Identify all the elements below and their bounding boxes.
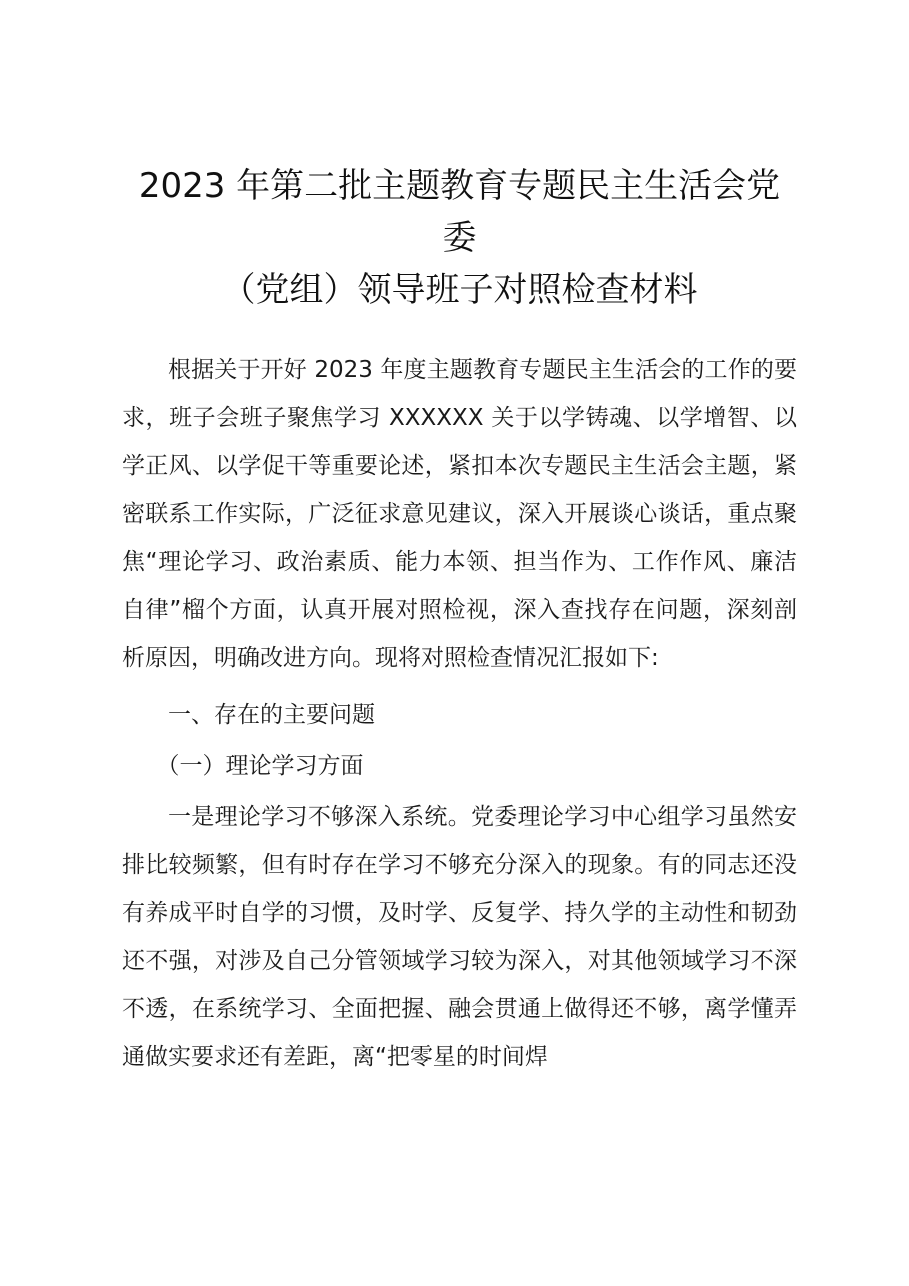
document-title [122,160,797,316]
title-line-2: （党组）领导班子对照检查材料 [221,270,698,310]
title-line-1: 2023 年第二批主题教育专题民主生活会党委 [138,166,781,258]
document-body [122,346,797,1081]
subsection-heading-theory: （一）理论学习方面 [156,753,364,779]
section-heading-problems: 一、存在的主要问题 [168,702,375,728]
intro-paragraph: 根据关于开好 2023 年度主题教育专题民主生活会的工作的要求，班子会班子聚焦学习 XXXXXX 关于以学铸魂、以学增智、以学正风、以学促干等重要论述，紧扣本次专题民主生活会主题，紧密联系工作实际，广泛征求意见建议，深入开展谈心谈话，重点聚焦“理论学习、政治素质、能力本领、担当作为、工作作风、廉洁自律”榴个方面，认真开展对照检视，深入查找存在问题，深刻剖析原因，明确改进方向。现将对照检查情况汇报如下: [122,357,797,671]
body-paragraph: 一是理论学习不够深入系统。党委理论学习中心组学习虽然安排比较频繁，但有时存在学习不够充分深入的现象。有的同志还没有养成平时自学的习惯，及时学、反复学、持久学的主动性和韧劲还不强，对涉及自己分管领域学习较为深入，对其他领域学习不深不透，在系统学习、全面把握、融会贯通上做得还不够，离学懂弄通做实要求还有差距，离“把零星的时间焊 [122,804,797,1070]
